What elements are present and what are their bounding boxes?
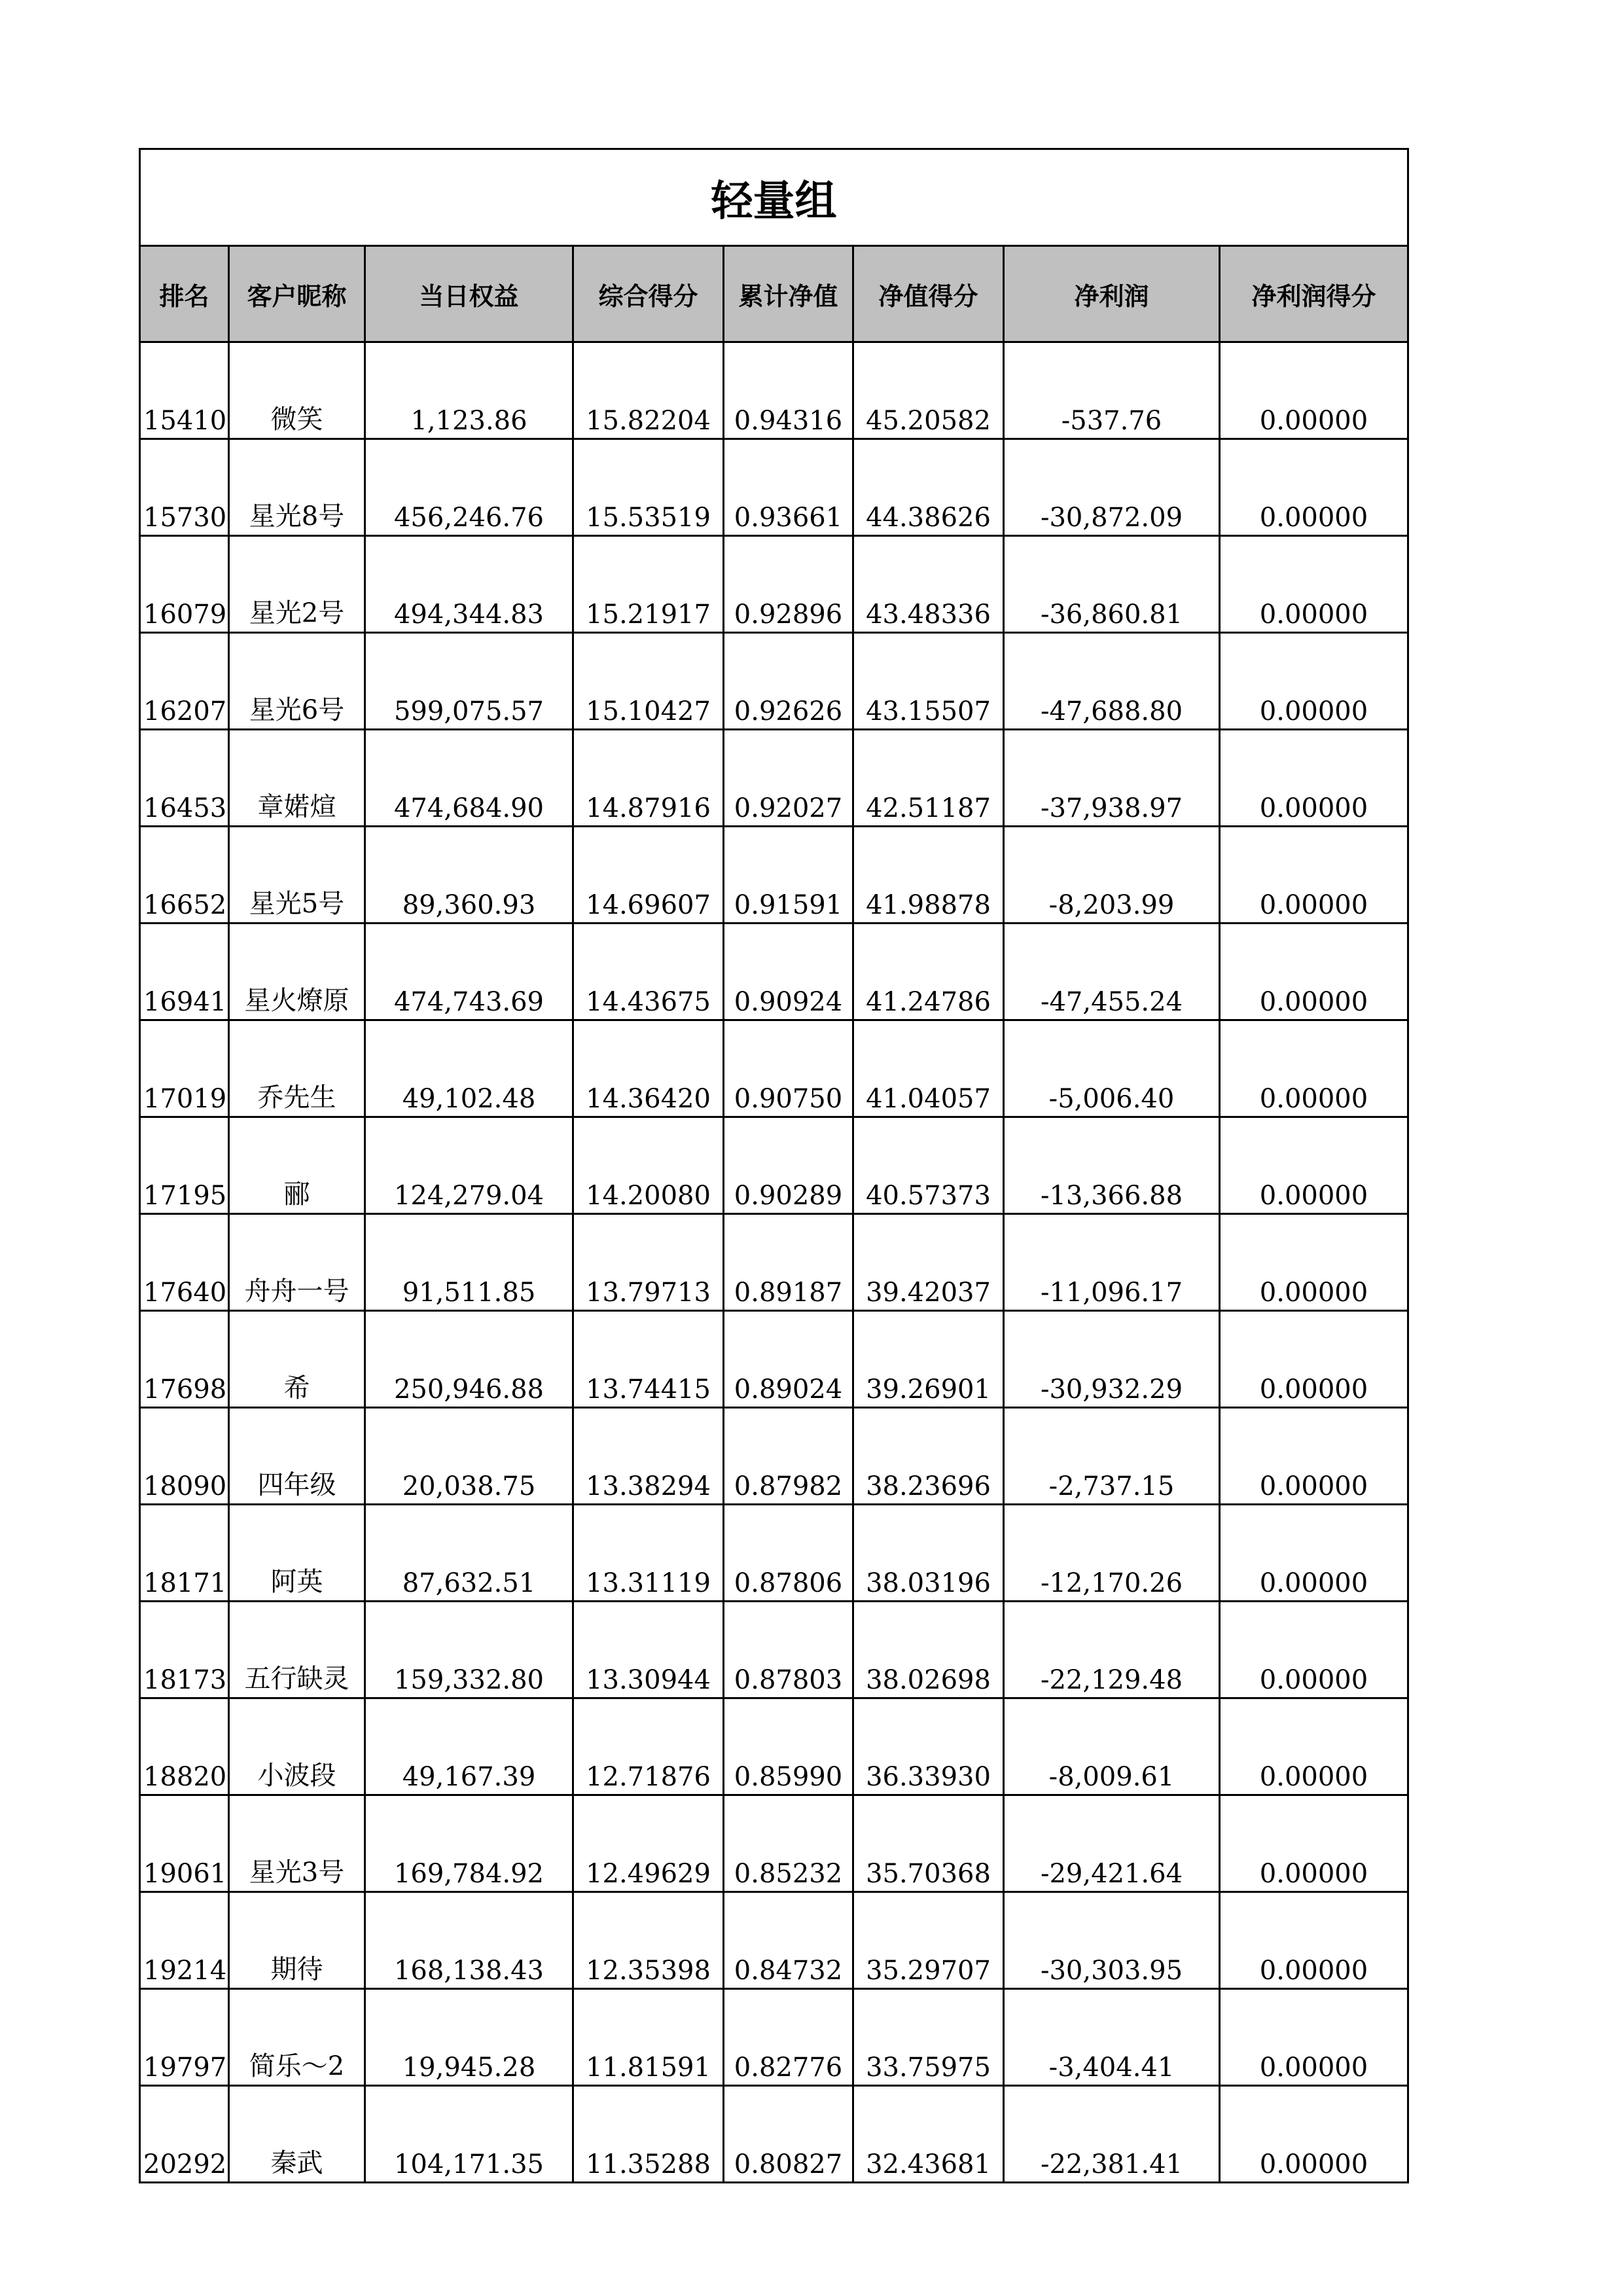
net-profit-cell: -22,129.48 — [1004, 1602, 1220, 1698]
table-row — [140, 1602, 1408, 1698]
equity-cell: 89,360.93 — [365, 827, 573, 924]
rank-cell: 16652 — [140, 827, 229, 924]
cumulative-nav-cell: 0.85990 — [724, 1698, 853, 1795]
net-profit-score-cell: 0.00000 — [1220, 1214, 1408, 1311]
equity-cell: 169,784.92 — [365, 1795, 573, 1892]
nickname-cell: 星光3号 — [229, 1795, 365, 1892]
rank-cell: 18171 — [140, 1505, 229, 1602]
nickname-cell: 阿英 — [229, 1505, 365, 1602]
net-profit-score-cell: 0.00000 — [1220, 439, 1408, 536]
nickname-cell: 微笑 — [229, 342, 365, 439]
net-profit-score-cell: 0.00000 — [1220, 536, 1408, 633]
total-score-cell: 12.35398 — [573, 1892, 724, 1989]
net-profit-score-cell: 0.00000 — [1220, 1795, 1408, 1892]
rank-cell: 17019 — [140, 1020, 229, 1117]
table-row — [140, 1795, 1408, 1892]
equity-cell: 124,279.04 — [365, 1117, 573, 1214]
nav-score-cell: 32.43681 — [853, 2086, 1004, 2183]
cumulative-nav-cell: 0.82776 — [724, 1989, 853, 2086]
table-row — [140, 342, 1408, 439]
equity-cell: 599,075.57 — [365, 633, 573, 730]
nav-score-cell: 41.04057 — [853, 1020, 1004, 1117]
equity-cell: 87,632.51 — [365, 1505, 573, 1602]
net-profit-score-cell: 0.00000 — [1220, 2086, 1408, 2183]
rank-cell: 16453 — [140, 730, 229, 827]
nav-score-cell: 43.15507 — [853, 633, 1004, 730]
net-profit-score-cell: 0.00000 — [1220, 1892, 1408, 1989]
header-cumulative-nav: 累计净值 — [724, 246, 853, 342]
nav-score-cell: 41.24786 — [853, 924, 1004, 1020]
cumulative-nav-cell: 0.90750 — [724, 1020, 853, 1117]
rank-cell: 16079 — [140, 536, 229, 633]
total-score-cell: 14.69607 — [573, 827, 724, 924]
net-profit-cell: -30,932.29 — [1004, 1311, 1220, 1408]
net-profit-score-cell: 0.00000 — [1220, 633, 1408, 730]
cumulative-nav-cell: 0.90924 — [724, 924, 853, 1020]
table-row — [140, 730, 1408, 827]
net-profit-score-cell: 0.00000 — [1220, 1989, 1408, 2086]
total-score-cell: 13.31119 — [573, 1505, 724, 1602]
net-profit-cell: -22,381.41 — [1004, 2086, 1220, 2183]
net-profit-score-cell: 0.00000 — [1220, 1311, 1408, 1408]
nickname-cell: 希 — [229, 1311, 365, 1408]
nav-score-cell: 42.51187 — [853, 730, 1004, 827]
cumulative-nav-cell: 0.92896 — [724, 536, 853, 633]
table-title: 轻量组 — [140, 149, 1408, 246]
nickname-cell: 星光2号 — [229, 536, 365, 633]
rank-cell: 17195 — [140, 1117, 229, 1214]
table-body — [140, 342, 1408, 2183]
equity-cell: 49,102.48 — [365, 1020, 573, 1117]
nav-score-cell: 40.57373 — [853, 1117, 1004, 1214]
net-profit-cell: -37,938.97 — [1004, 730, 1220, 827]
table-row — [140, 1020, 1408, 1117]
net-profit-score-cell: 0.00000 — [1220, 1698, 1408, 1795]
nickname-cell: 秦武 — [229, 2086, 365, 2183]
cumulative-nav-cell: 0.87803 — [724, 1602, 853, 1698]
header-rank: 排名 — [140, 246, 229, 342]
nav-score-cell: 43.48336 — [853, 536, 1004, 633]
net-profit-cell: -3,404.41 — [1004, 1989, 1220, 2086]
rank-cell: 16207 — [140, 633, 229, 730]
table-row — [140, 1408, 1408, 1505]
net-profit-cell: -8,203.99 — [1004, 827, 1220, 924]
nickname-cell: 星光6号 — [229, 633, 365, 730]
net-profit-score-cell: 0.00000 — [1220, 730, 1408, 827]
table-row — [140, 2086, 1408, 2183]
cumulative-nav-cell: 0.91591 — [724, 827, 853, 924]
header-net-profit: 净利润 — [1004, 246, 1220, 342]
net-profit-cell: -2,737.15 — [1004, 1408, 1220, 1505]
net-profit-cell: -30,303.95 — [1004, 1892, 1220, 1989]
header-net-profit-score: 净利润得分 — [1220, 246, 1408, 342]
rank-cell: 18820 — [140, 1698, 229, 1795]
net-profit-score-cell: 0.00000 — [1220, 1602, 1408, 1698]
equity-cell: 168,138.43 — [365, 1892, 573, 1989]
total-score-cell: 13.74415 — [573, 1311, 724, 1408]
nickname-cell: 郦 — [229, 1117, 365, 1214]
nickname-cell: 章婼煊 — [229, 730, 365, 827]
nav-score-cell: 35.29707 — [853, 1892, 1004, 1989]
cumulative-nav-cell: 0.90289 — [724, 1117, 853, 1214]
total-score-cell: 15.82204 — [573, 342, 724, 439]
cumulative-nav-cell: 0.87806 — [724, 1505, 853, 1602]
total-score-cell: 15.10427 — [573, 633, 724, 730]
net-profit-score-cell: 0.00000 — [1220, 342, 1408, 439]
cumulative-nav-cell: 0.94316 — [724, 342, 853, 439]
net-profit-cell: -537.76 — [1004, 342, 1220, 439]
nickname-cell: 星火燎原 — [229, 924, 365, 1020]
nickname-cell: 四年级 — [229, 1408, 365, 1505]
equity-cell: 250,946.88 — [365, 1311, 573, 1408]
total-score-cell: 13.38294 — [573, 1408, 724, 1505]
nav-score-cell: 44.38626 — [853, 439, 1004, 536]
net-profit-score-cell: 0.00000 — [1220, 1505, 1408, 1602]
net-profit-cell: -47,688.80 — [1004, 633, 1220, 730]
total-score-cell: 11.81591 — [573, 1989, 724, 2086]
equity-cell: 474,684.90 — [365, 730, 573, 827]
table-row — [140, 1311, 1408, 1408]
total-score-cell: 15.21917 — [573, 536, 724, 633]
equity-cell: 19,945.28 — [365, 1989, 573, 2086]
nav-score-cell: 45.20582 — [853, 342, 1004, 439]
table-row — [140, 827, 1408, 924]
ranking-table — [139, 148, 1409, 2183]
nickname-cell: 舟舟一号 — [229, 1214, 365, 1311]
table-row — [140, 924, 1408, 1020]
table-row — [140, 536, 1408, 633]
rank-cell: 15730 — [140, 439, 229, 536]
header-row — [140, 246, 1408, 342]
nickname-cell: 小波段 — [229, 1698, 365, 1795]
equity-cell: 494,344.83 — [365, 536, 573, 633]
total-score-cell: 15.53519 — [573, 439, 724, 536]
equity-cell: 49,167.39 — [365, 1698, 573, 1795]
equity-cell: 104,171.35 — [365, 2086, 573, 2183]
total-score-cell: 14.43675 — [573, 924, 724, 1020]
total-score-cell: 14.87916 — [573, 730, 724, 827]
table-row — [140, 1892, 1408, 1989]
net-profit-cell: -13,366.88 — [1004, 1117, 1220, 1214]
rank-cell: 19797 — [140, 1989, 229, 2086]
nav-score-cell: 35.70368 — [853, 1795, 1004, 1892]
table-row — [140, 1117, 1408, 1214]
header-nickname: 客户昵称 — [229, 246, 365, 342]
equity-cell: 20,038.75 — [365, 1408, 573, 1505]
net-profit-cell: -5,006.40 — [1004, 1020, 1220, 1117]
header-nav-score: 净值得分 — [853, 246, 1004, 342]
rank-cell: 17698 — [140, 1311, 229, 1408]
table-row — [140, 1698, 1408, 1795]
total-score-cell: 14.36420 — [573, 1020, 724, 1117]
nav-score-cell: 38.03196 — [853, 1505, 1004, 1602]
rank-cell: 20292 — [140, 2086, 229, 2183]
net-profit-score-cell: 0.00000 — [1220, 1020, 1408, 1117]
cumulative-nav-cell: 0.92027 — [724, 730, 853, 827]
cumulative-nav-cell: 0.89024 — [724, 1311, 853, 1408]
net-profit-score-cell: 0.00000 — [1220, 1117, 1408, 1214]
equity-cell: 159,332.80 — [365, 1602, 573, 1698]
nickname-cell: 星光8号 — [229, 439, 365, 536]
nav-score-cell: 39.26901 — [853, 1311, 1004, 1408]
nickname-cell: 乔先生 — [229, 1020, 365, 1117]
nav-score-cell: 33.75975 — [853, 1989, 1004, 2086]
total-score-cell: 11.35288 — [573, 2086, 724, 2183]
equity-cell: 456,246.76 — [365, 439, 573, 536]
cumulative-nav-cell: 0.92626 — [724, 633, 853, 730]
table-row — [140, 633, 1408, 730]
nickname-cell: 五行缺灵 — [229, 1602, 365, 1698]
cumulative-nav-cell: 0.84732 — [724, 1892, 853, 1989]
rank-cell: 16941 — [140, 924, 229, 1020]
cumulative-nav-cell: 0.93661 — [724, 439, 853, 536]
rank-cell: 18090 — [140, 1408, 229, 1505]
net-profit-cell: -30,872.09 — [1004, 439, 1220, 536]
total-score-cell: 13.30944 — [573, 1602, 724, 1698]
nav-score-cell: 39.42037 — [853, 1214, 1004, 1311]
equity-cell: 1,123.86 — [365, 342, 573, 439]
total-score-cell: 13.79713 — [573, 1214, 724, 1311]
nickname-cell: 星光5号 — [229, 827, 365, 924]
rank-cell: 19214 — [140, 1892, 229, 1989]
cumulative-nav-cell: 0.85232 — [724, 1795, 853, 1892]
rank-cell: 15410 — [140, 342, 229, 439]
header-equity: 当日权益 — [365, 246, 573, 342]
table-row — [140, 439, 1408, 536]
net-profit-cell: -47,455.24 — [1004, 924, 1220, 1020]
equity-cell: 474,743.69 — [365, 924, 573, 1020]
nav-score-cell: 38.02698 — [853, 1602, 1004, 1698]
table-row — [140, 1214, 1408, 1311]
rank-cell: 19061 — [140, 1795, 229, 1892]
cumulative-nav-cell: 0.80827 — [724, 2086, 853, 2183]
net-profit-cell: -29,421.64 — [1004, 1795, 1220, 1892]
table-row — [140, 1505, 1408, 1602]
nav-score-cell: 38.23696 — [853, 1408, 1004, 1505]
table-row — [140, 1989, 1408, 2086]
net-profit-score-cell: 0.00000 — [1220, 827, 1408, 924]
total-score-cell: 12.71876 — [573, 1698, 724, 1795]
total-score-cell: 14.20080 — [573, 1117, 724, 1214]
nickname-cell: 简乐～2 — [229, 1989, 365, 2086]
nav-score-cell: 36.33930 — [853, 1698, 1004, 1795]
rank-cell: 18173 — [140, 1602, 229, 1698]
net-profit-cell: -11,096.17 — [1004, 1214, 1220, 1311]
net-profit-cell: -8,009.61 — [1004, 1698, 1220, 1795]
net-profit-cell: -12,170.26 — [1004, 1505, 1220, 1602]
net-profit-score-cell: 0.00000 — [1220, 924, 1408, 1020]
cumulative-nav-cell: 0.87982 — [724, 1408, 853, 1505]
nav-score-cell: 41.98878 — [853, 827, 1004, 924]
net-profit-cell: -36,860.81 — [1004, 536, 1220, 633]
nickname-cell: 期待 — [229, 1892, 365, 1989]
net-profit-score-cell: 0.00000 — [1220, 1408, 1408, 1505]
header-total-score: 综合得分 — [573, 246, 724, 342]
equity-cell: 91,511.85 — [365, 1214, 573, 1311]
total-score-cell: 12.49629 — [573, 1795, 724, 1892]
rank-cell: 17640 — [140, 1214, 229, 1311]
cumulative-nav-cell: 0.89187 — [724, 1214, 853, 1311]
